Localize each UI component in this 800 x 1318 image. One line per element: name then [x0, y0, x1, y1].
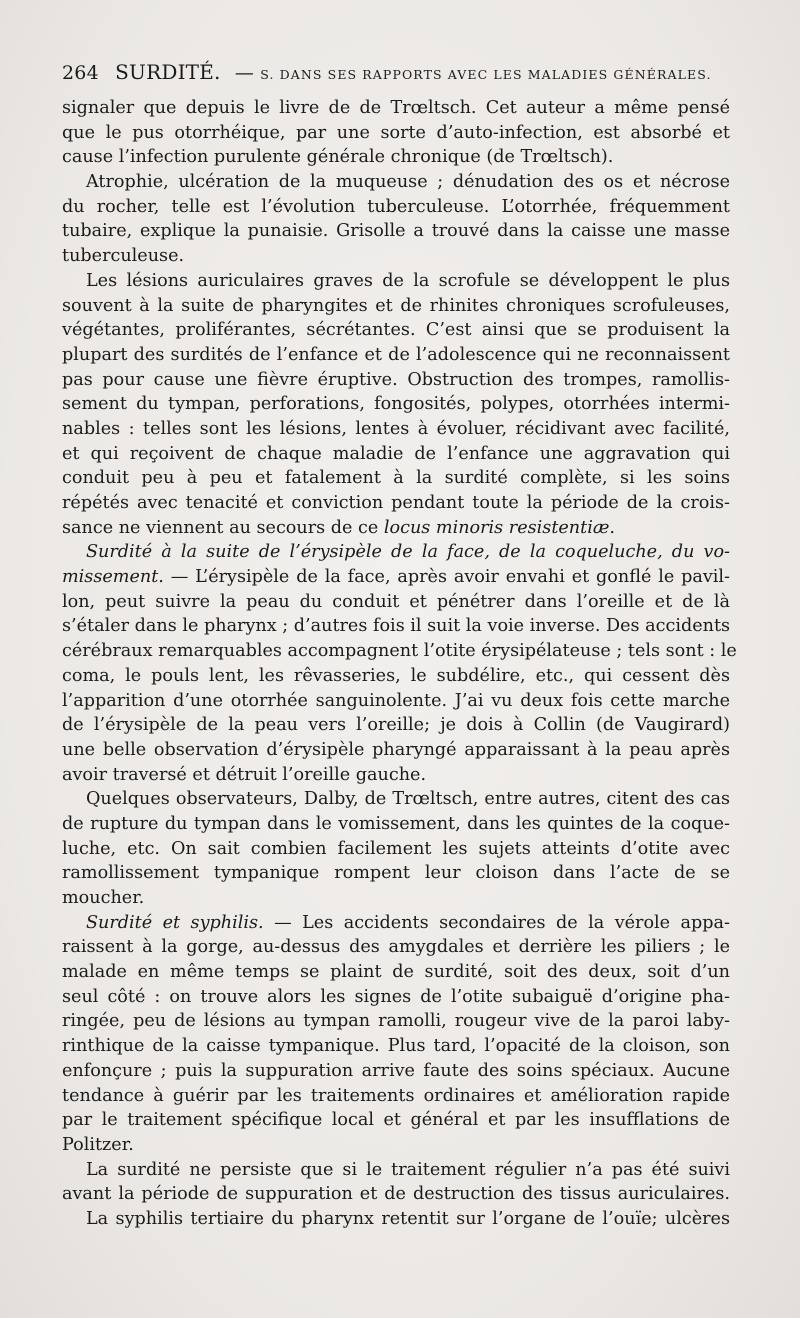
text-line: Surdité et syphilis. — Les accidents secondaires de la vérole appa-: [86, 912, 730, 933]
text-line: par le traitement spécifique local et général et par les insufflations de: [62, 1110, 730, 1131]
text-line: signaler que depuis le livre de de Trœltsch. Cet auteur a même pensé: [62, 98, 730, 118]
text-line: cause l’infection purulente générale chronique (de Trœltsch).: [62, 147, 614, 168]
text-line: Atrophie, ulcération de la muqueuse ; dénudation des os et nécrose: [86, 172, 730, 193]
text-line: Quelques observateurs, Dalby, de Trœltsch, entre autres, citent des cas: [86, 789, 730, 810]
text-line: rinthique de la caisse tympanique. Plus tard, l’opacité de la cloison, son: [62, 1036, 730, 1057]
text-line: ringée, peu de lésions au tympan ramolli, rougeur vive de la paroi laby-: [62, 1011, 730, 1032]
text-line: La surdité ne persiste que si le traitement régulier n’a pas été suivi: [86, 1159, 730, 1180]
text-line: tendance à guérir par les traitements ordinaires et amélioration rapide: [62, 1085, 730, 1106]
text-line: ramollissement tympanique rompent leur cloison dans l’acte de se: [62, 863, 730, 884]
text-line: lon, peut suivre la peau du conduit et pénétrer dans l’oreille et de là: [62, 591, 730, 612]
text-line: luche, etc. On sait combien facilement les sujets atteints d’otite avec: [62, 838, 730, 859]
running-header: [62, 60, 732, 88]
page-number: 264: [62, 62, 99, 84]
text-line: moucher.: [62, 888, 145, 908]
text-line: que le pus otorrhéique, par une sorte d’auto-infection, est absorbé et: [62, 122, 730, 143]
text-line: avant la période de suppuration et de destruction des tissus auriculaires.: [62, 1184, 730, 1205]
text-line: de rupture du tympan dans le vomissement, dans les quintes de la coque-: [62, 813, 730, 834]
text-line: missement. — L’érysipèle de la face, après avoir envahi et gonflé le pavil-: [62, 567, 730, 588]
text-line: enfonçure ; puis la suppuration arrive faute des soins spéciaux. Aucune: [62, 1060, 730, 1081]
text-line: seul côté : on trouve alors les signes de l’otite subaiguë d’origine pha-: [62, 986, 730, 1007]
text-line: Les lésions auriculaires graves de la scrofule se développent le plus: [86, 270, 730, 291]
text-line: La syphilis tertiaire du pharynx retentit sur l’organe de l’ouïe; ulcères: [86, 1208, 730, 1229]
text-line: répétés avec tenacité et conviction pendant toute la période de la crois-: [62, 493, 730, 513]
text-line: coma, le pouls lent, les rêvasseries, le subdélire, etc., qui cessent dès: [62, 665, 730, 686]
text-line: avoir traversé et détruit l’oreille gauche.: [62, 764, 427, 785]
text-line: tuberculeuse.: [62, 246, 185, 267]
text-line: l’apparition d’une otorrhée sanguinolente. J’ai vu deux fois cette marche: [62, 690, 730, 711]
text-line: tubaire, explique la punaisie. Grisolle a trouvé dans la caisse une masse: [62, 221, 730, 242]
text-line: sement du tympan, perforations, fongosités, polypes, otorrhées intermi-: [62, 394, 730, 415]
text-line: conduit peu à peu et fatalement à la surdité complète, si les soins: [62, 468, 730, 489]
text-line: Politzer.: [62, 1134, 134, 1155]
text-line: de l’érysipèle de la peau vers l’oreille; je dois à Collin (de Vaugirard): [62, 715, 730, 736]
text-line: pas pour cause une fièvre éruptive. Obstruction des trompes, ramollis-: [62, 369, 730, 390]
text-line: s’étaler dans le pharynx ; d’autres fois il suit la voie inverse. Des accidents: [62, 616, 731, 637]
header-dash: —: [234, 62, 255, 84]
text-line: souvent à la suite de pharyngites et de rhinites chroniques scrofuleuses,: [62, 295, 730, 316]
text-line: plupart des surdités de l’enfance et de l’adolescence qui ne reconnaissent: [62, 344, 730, 365]
text-line: une belle observation d’érysipèle pharyngé apparaissant à la peau après: [62, 739, 730, 760]
text-line: malade en même temps se plaint de surdité, soit des deux, soit d’un: [62, 962, 730, 983]
running-head: S. DANS SES RAPPORTS AVEC LES MALADIES GÉNÉRALES.: [260, 67, 712, 82]
chapter-title: SURDITÉ.: [115, 60, 221, 84]
text-line: nables : telles sont les lésions, lentes à évoluer, récidivant avec facilité,: [62, 418, 730, 439]
body-text: [62, 96, 737, 1232]
text-line: et qui reçoivent de chaque maladie de l’enfance une aggravation qui: [62, 443, 730, 464]
text-line: végétantes, proliférantes, sécrétantes. C’est ainsi que se produisent la: [62, 320, 730, 341]
text-line: raissent à la gorge, au-dessus des amygdales et derrière les piliers ; le: [62, 937, 730, 958]
text-line: du rocher, telle est l’évolution tuberculeuse. L’otorrhée, fréquemment: [62, 196, 730, 217]
text-line: Surdité à la suite de l’érysipèle de la face, de la coqueluche, du vo-: [86, 542, 730, 563]
text-line: sance ne viennent au secours de ce locus minoris resistentiæ.: [62, 517, 615, 538]
text-line: cérébraux remarquables accompagnent l’otite érysipélateuse ; tels sont : le: [62, 641, 737, 662]
